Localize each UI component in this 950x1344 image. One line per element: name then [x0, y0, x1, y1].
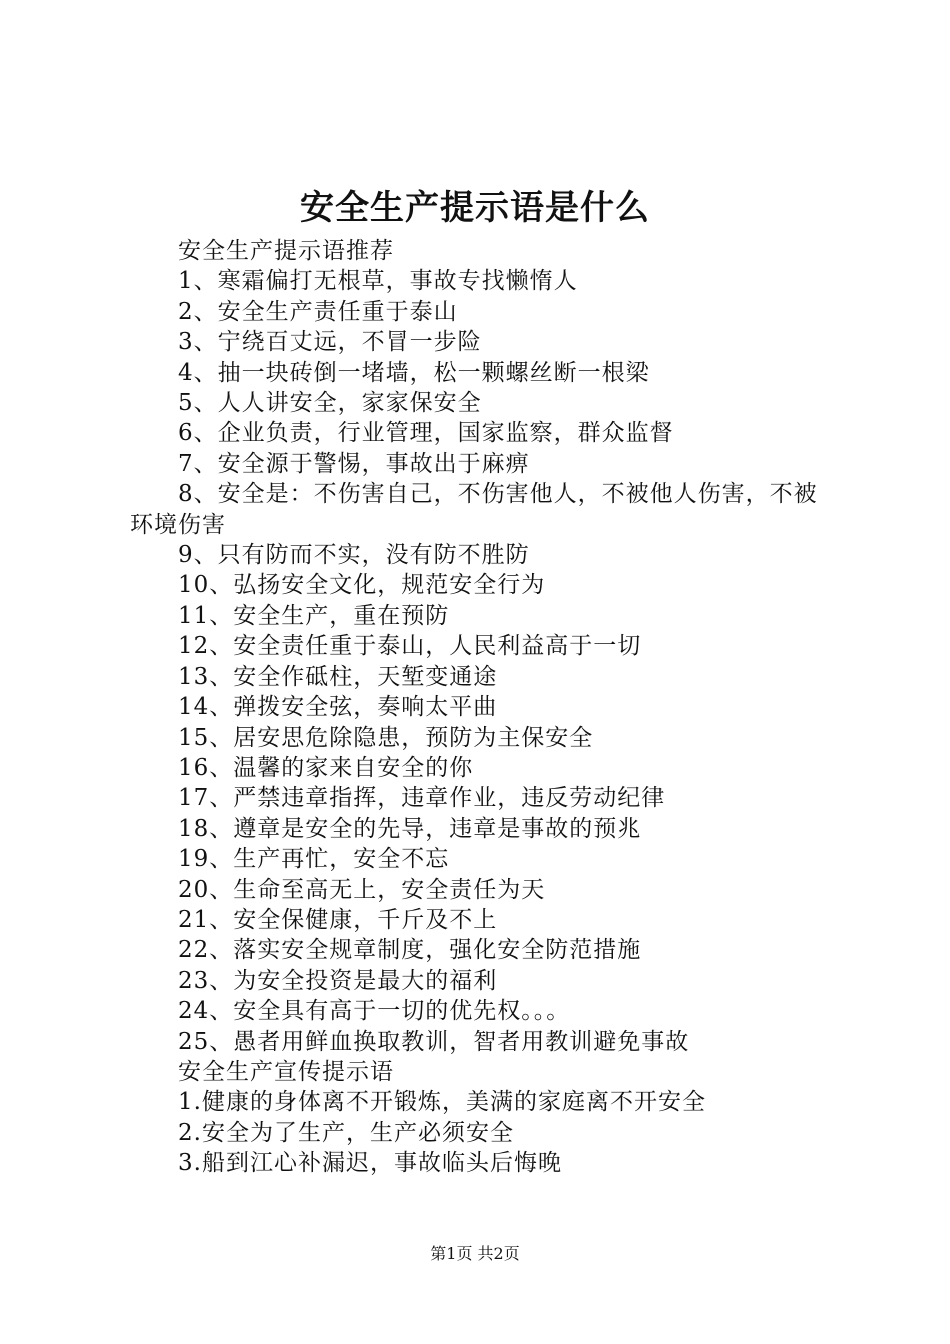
body-line: 16、温馨的家来自安全的你 — [178, 754, 474, 781]
body-line: 3、宁绕百丈远，不冒一步险 — [178, 329, 482, 356]
body-line: 1.健康的身体离不开锻炼，美满的家庭离不开安全 — [178, 1089, 706, 1116]
body-line: 19、生产再忙，安全不忘 — [178, 846, 450, 873]
body-line: 11、安全生产，重在预防 — [178, 602, 450, 629]
body-line: 安全生产宣传提示语 — [178, 1058, 394, 1085]
body-line: 2.安全为了生产，生产必须安全 — [178, 1119, 514, 1146]
body-line: 7、安全源于警惕，事故出于麻痹 — [178, 450, 530, 477]
body-line: 8、安全是：不伤害自己，不伤害他人，不被他人伤害，不被环境伤害 — [130, 481, 818, 538]
page-footer: 第1页 共2页 — [430, 1244, 520, 1263]
body-line: 20、生命至高无上，安全责任为天 — [178, 876, 546, 903]
body-line: 3.船到江心补漏迟，事故临头后悔晚 — [178, 1150, 562, 1177]
document-body — [130, 236, 835, 1179]
body-line: 12、安全责任重于泰山，人民利益高于一切 — [178, 633, 642, 660]
document-title: 安全生产提示语是什么 — [300, 188, 650, 228]
body-line: 17、严禁违章指挥，违章作业，违反劳动纪律 — [178, 785, 666, 812]
body-line: 14、弹拨安全弦，奏响太平曲 — [178, 694, 498, 721]
body-line: 4、抽一块砖倒一堵墙，松一颗螺丝断一根梁 — [178, 359, 650, 386]
body-line: 18、遵章是安全的先导，违章是事故的预兆 — [178, 815, 642, 842]
body-line: 6、企业负责，行业管理，国家监察，群众监督 — [178, 420, 674, 447]
body-line: 21、安全保健康，千斤及不上 — [178, 906, 498, 933]
body-line: 25、愚者用鲜血换取教训，智者用教训避免事故 — [178, 1028, 690, 1055]
body-line: 9、只有防而不实，没有防不胜防 — [178, 542, 530, 569]
body-line: 5、人人讲安全，家家保安全 — [178, 390, 482, 417]
body-line: 22、落实安全规章制度，强化安全防范措施 — [178, 937, 642, 964]
body-line: 15、居安思危除隐患，预防为主保安全 — [178, 724, 594, 751]
body-line: 1、寒霜偏打无根草，事故专找懒惰人 — [178, 268, 578, 295]
body-line: 13、安全作砥柱，天堑变通途 — [178, 663, 498, 690]
body-line: 24、安全具有高于一切的优先权。。。 — [178, 998, 571, 1025]
body-line: 2、安全生产责任重于泰山 — [178, 298, 458, 325]
body-line: 23、为安全投资是最大的福利 — [178, 967, 498, 994]
body-line: 10、弘扬安全文化，规范安全行为 — [178, 572, 546, 599]
body-line: 安全生产提示语推荐 — [178, 238, 394, 264]
